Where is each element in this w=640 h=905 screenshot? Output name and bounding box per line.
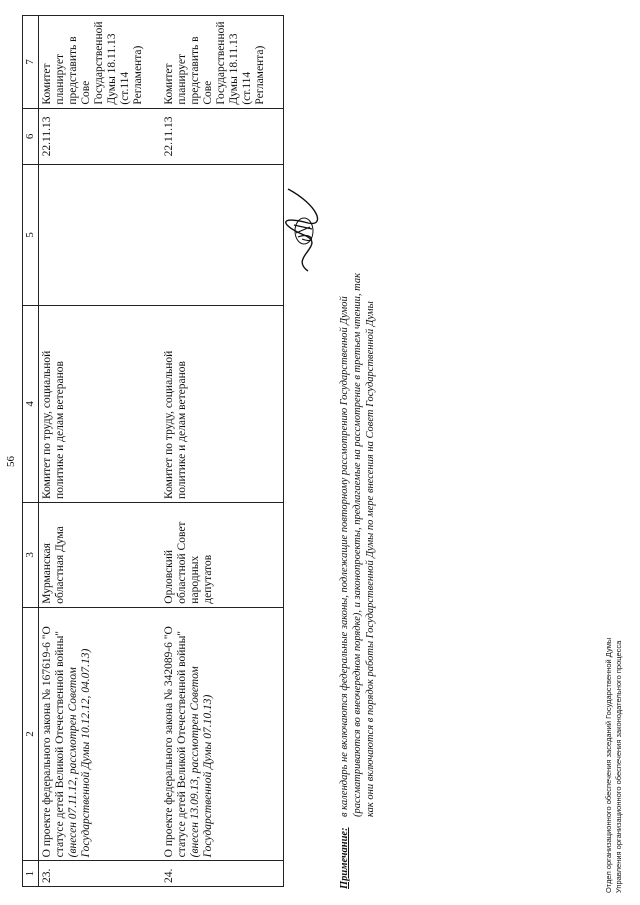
column-header: 5: [23, 165, 39, 306]
empty-cell: [161, 165, 284, 306]
column-header: 3: [23, 502, 39, 607]
bill-note: (внесен 07.11.12, рассмотрен Советом Государственной Думы 10.12.12, 04.07.13): [67, 648, 92, 858]
column-header: 1: [23, 861, 39, 887]
remark: Комитет планирует представить в Сове Государственной Думы 18.11.13 (ст.114 Регламента): [161, 16, 284, 109]
table-row: [161, 16, 284, 887]
signature-icon: [268, 185, 338, 275]
bill-title: О проекте федерального закона № 342089-6 "О статусе детей Великой Отечественной войны": [163, 626, 188, 858]
table-row: [39, 16, 162, 887]
footer-line: Управления организационного обеспечения законодательного процесса: [614, 640, 623, 893]
column-header: 4: [23, 305, 39, 502]
column-header: 7: [23, 16, 39, 109]
column-header: 2: [23, 607, 39, 861]
empty-cell: [39, 165, 162, 306]
initiator: Орловский областной Совет народных депутатов: [161, 502, 284, 607]
column-header: 6: [23, 108, 39, 164]
bill-title: О проекте федерального закона № 167619-6 "О статусе детей Великой Отечественной войны": [41, 626, 66, 858]
remark: Комитет планирует представить в Сове Государственной Думы 18.11.13 (ст.114 Регламента): [39, 16, 162, 109]
page-number: 56: [5, 456, 17, 467]
bill-note: (внесен 13.09.13, рассмотрен Советом Государственной Думы 07.10.13): [189, 666, 214, 858]
note-label: Примечание:: [339, 827, 350, 889]
initiator: Мурманская областная Дума: [39, 502, 162, 607]
footer-line: Отдел организационного обеспечения заседаний Государственной Думы: [604, 637, 613, 893]
date: 22.11.13: [161, 108, 284, 164]
row-number: 23.: [39, 861, 162, 887]
footer: [604, 638, 624, 893]
bill-cell: [39, 607, 162, 861]
committee: Комитет по труду, социальной политике и делам ветеранов: [39, 305, 162, 502]
bills-table: [22, 15, 284, 887]
note-text: в календарь не включаются федеральные законы, подлежащие повторному рассмотрению Государственной Думой (рассматриваются во внеочередном порядке), и законопроекты, предлагаемые на рассмотрение в третьем чтении, так как они включаются в порядок работы Государственной Думы по мере внесения на Совет Государственной Думы: [339, 272, 376, 817]
column-numbers-row: [23, 16, 39, 887]
bill-cell: [161, 607, 284, 861]
committee: Комитет по труду, социальной политике и делам ветеранов: [161, 305, 284, 502]
row-number: 24.: [161, 861, 284, 887]
date: 22.11.13: [39, 108, 162, 164]
